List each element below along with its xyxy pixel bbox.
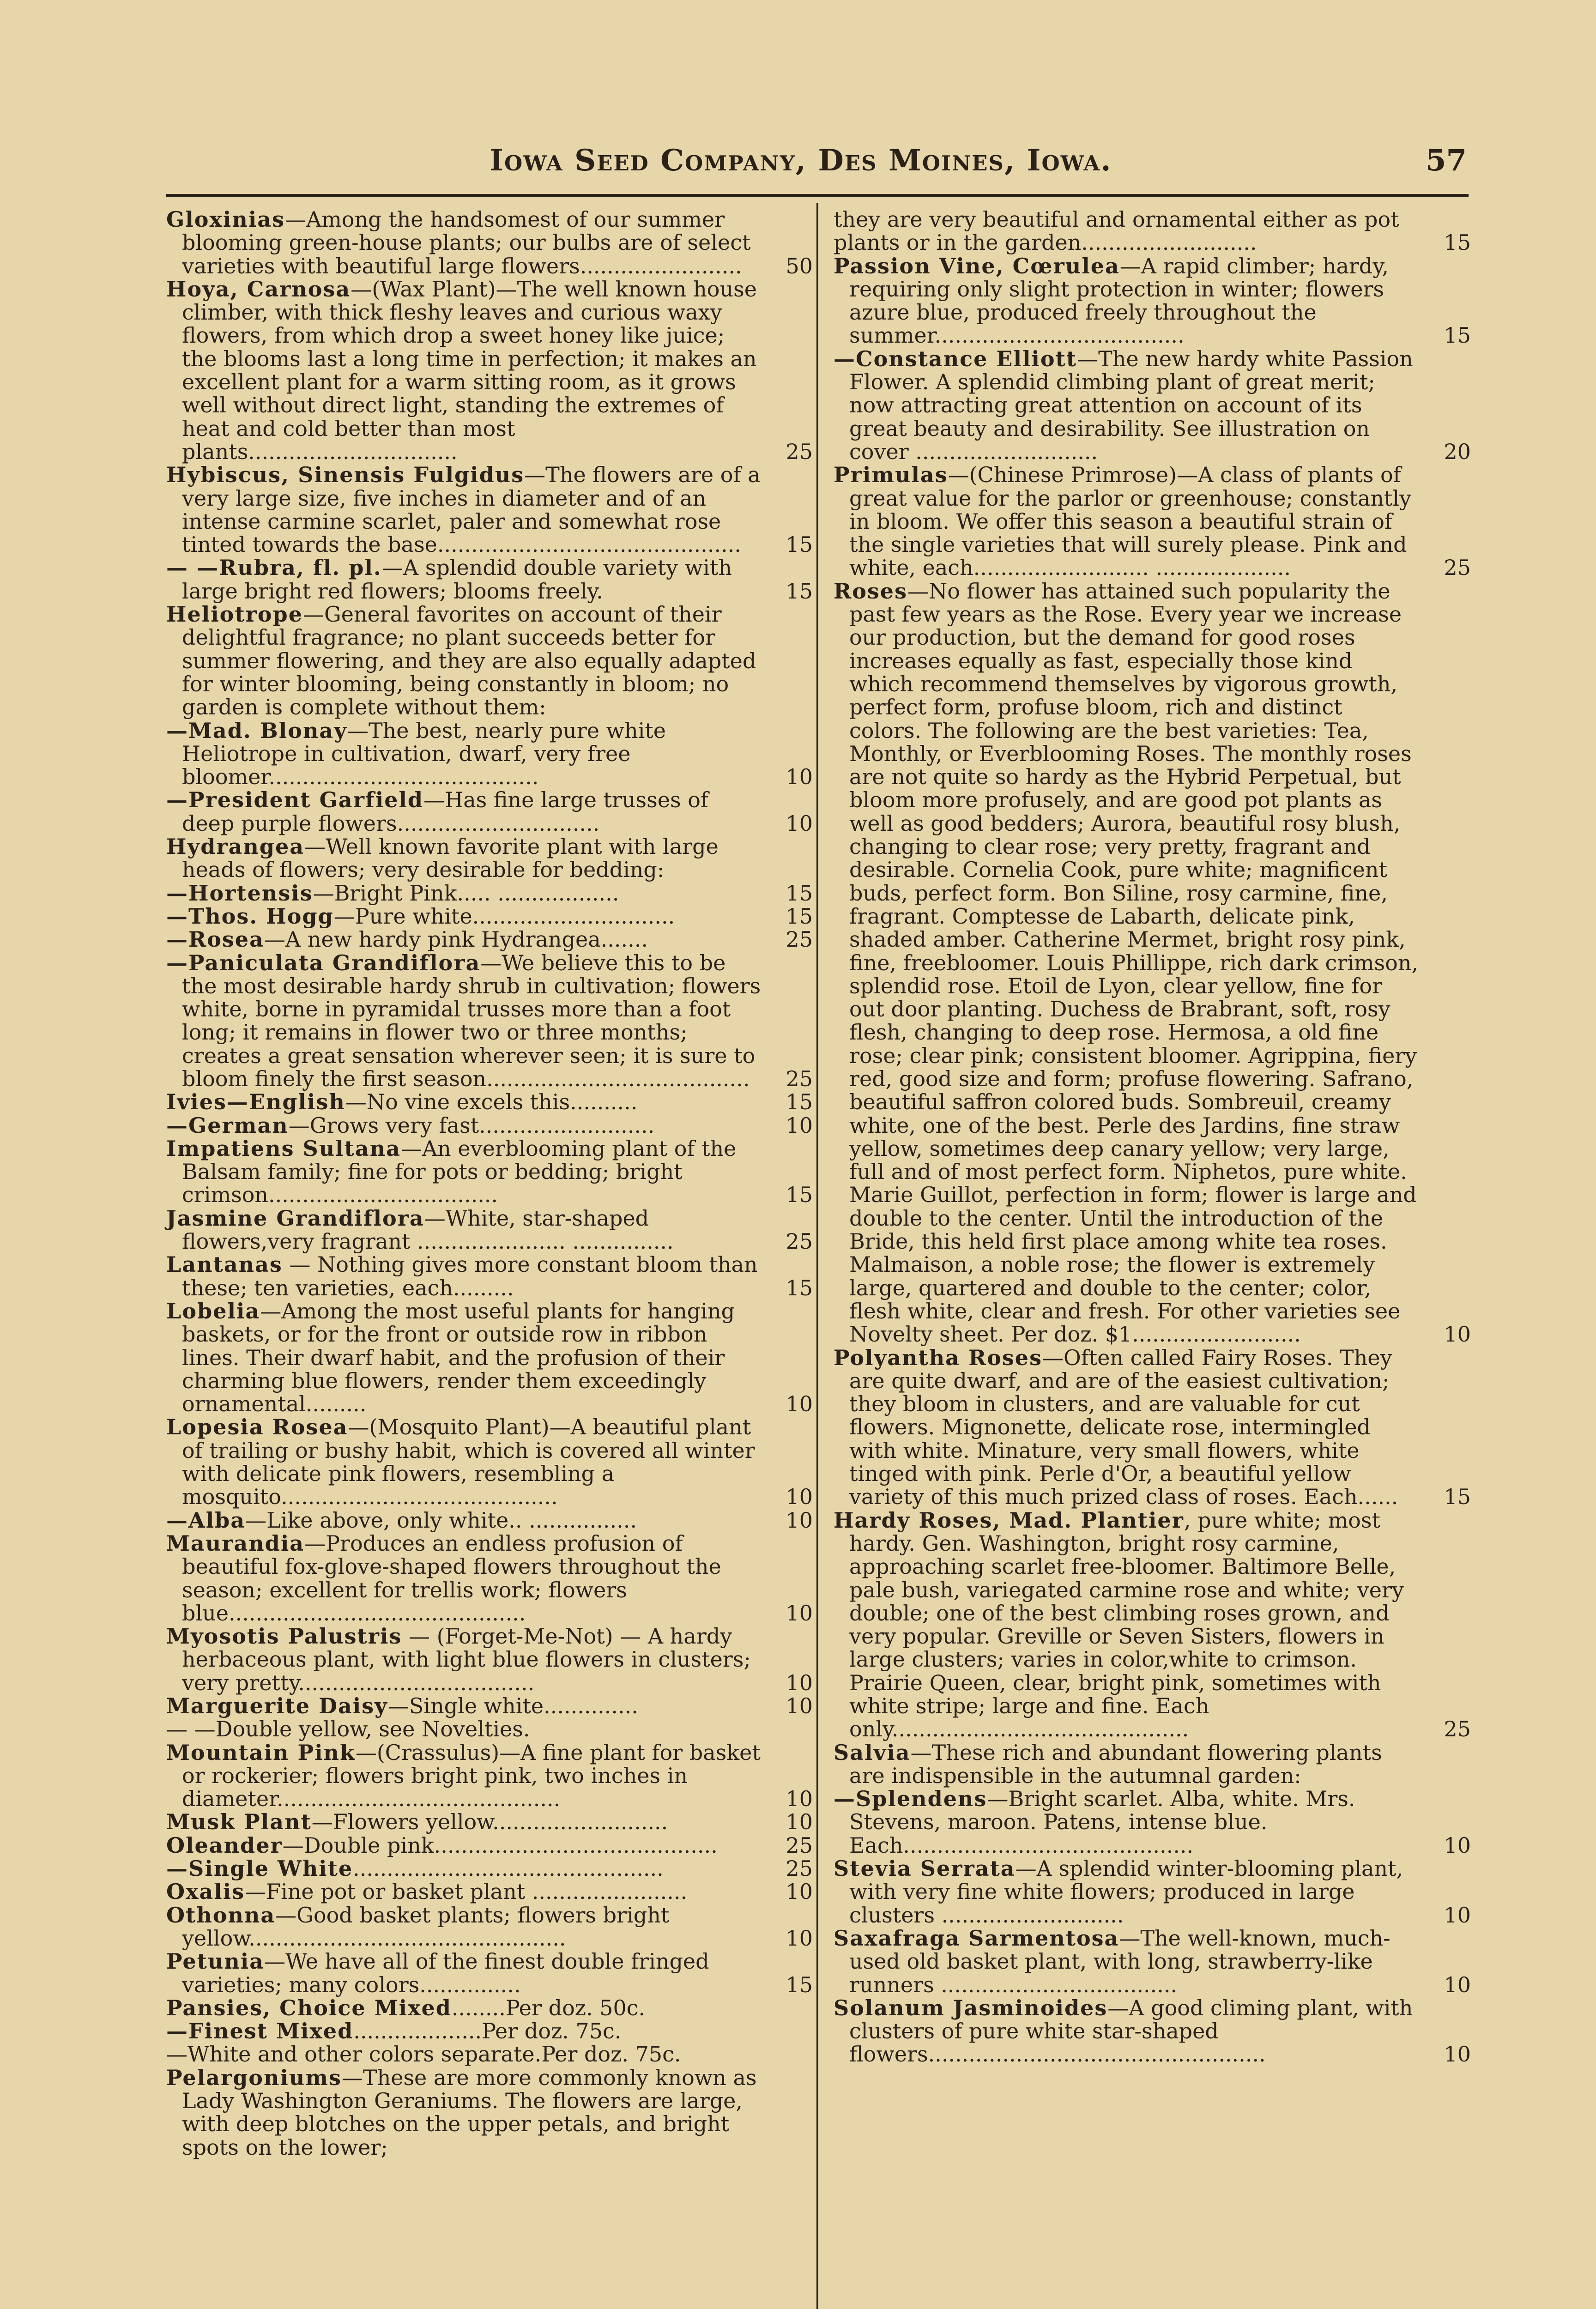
entry-name: —Paniculata Grandiflora bbox=[166, 950, 481, 975]
entry-name: —Splendens bbox=[834, 1786, 987, 1812]
entry-price: 10 bbox=[786, 1786, 813, 1812]
entry-price: 10 bbox=[786, 1600, 813, 1626]
entry-name: Heliotrope bbox=[166, 602, 303, 627]
entry-price: 10 bbox=[786, 1925, 813, 1951]
entry-text: —Flowers yellow.......................... bbox=[311, 1809, 668, 1835]
entry-name: Lantanas bbox=[166, 1252, 283, 1277]
catalog-entry bbox=[834, 1741, 1471, 1788]
entry-text: —(Chinese Primrose)—A class of plants of great value for the parlor or greenhouse; constantly in bloom. We offer this season a beautiful strain of the single varieties that will surely please. Pink and white, each.......................... .................... bbox=[849, 462, 1412, 580]
entry-text: —We have all of the finest double fringed varieties; many colors............... bbox=[182, 1949, 709, 1997]
entry-name: —Constance Elliott bbox=[834, 346, 1077, 371]
entry-price: 10 bbox=[786, 810, 813, 836]
entry-name: Lobelia bbox=[166, 1298, 260, 1324]
entry-text: ...................Per doz. 75c. bbox=[353, 2019, 622, 2044]
entry-text: —A good climing plant, with clusters of pure white star-shaped flowers.................................................. bbox=[849, 1995, 1413, 2067]
entry-text: —The best, nearly pure white Heliotrope in cultivation, dwarf, very free bloomer........................................ bbox=[182, 718, 666, 790]
entry-price: 15 bbox=[786, 1089, 813, 1115]
entry-text: —These rich and abundant flowering plants are indispensible in the autumnal garden: bbox=[849, 1740, 1382, 1788]
entry-price: 15 bbox=[1444, 1484, 1471, 1510]
entry-price: 15 bbox=[786, 578, 813, 604]
entry-text: —Good basket plants; flowers bright yellow............................................... bbox=[182, 1902, 670, 1951]
entry-text: ........Per doz. 50c. bbox=[451, 1995, 646, 2020]
column-divider bbox=[816, 203, 818, 2309]
catalog-entry bbox=[166, 928, 813, 951]
catalog-entry bbox=[834, 347, 1471, 463]
entry-text: —Among the handsomest of our summer blooming green-house plants; our bulbs are of select varieties with beautiful large flowers........................ bbox=[182, 207, 751, 278]
entry-price: 25 bbox=[1444, 555, 1471, 580]
entry-text: —Fine pot or basket plant ....................... bbox=[245, 1879, 688, 1904]
entry-text: —The new hardy white Passion Flower. A splendid climbing plant of great merit; now attracting great attention on account of its great beauty and desirability. See illustration on cover ........................... bbox=[849, 346, 1413, 464]
catalog-entry bbox=[166, 719, 813, 789]
entry-text: —Like above, only white.. ................ bbox=[245, 1507, 637, 1533]
entry-name: —Alba bbox=[166, 1507, 246, 1533]
catalog-entry bbox=[166, 1880, 813, 1903]
catalog-entry bbox=[166, 1904, 813, 1950]
entry-name: Polyantha Roses bbox=[834, 1345, 1042, 1370]
entry-text: —These are more commonly known as Lady Washington Geraniums. The flowers are large, with deep blotches on the upper petals, and bright spots on the lower; bbox=[182, 2065, 757, 2160]
entry-name: Petunia bbox=[166, 1949, 265, 1974]
catalog-entry bbox=[834, 1927, 1471, 1996]
catalog-entry bbox=[166, 1857, 813, 1880]
page-number: 57 bbox=[1425, 143, 1467, 178]
catalog-entry bbox=[166, 1253, 813, 1300]
entry-price: 10 bbox=[1444, 1832, 1471, 1858]
catalog-entry bbox=[166, 788, 813, 835]
entry-price: 10 bbox=[1444, 1322, 1471, 1347]
catalog-entry bbox=[166, 1810, 813, 1833]
catalog-entry bbox=[166, 1950, 813, 1996]
catalog-entry bbox=[166, 1694, 813, 1717]
entry-name: Mountain Pink bbox=[166, 1740, 356, 1765]
entry-text: —No flower has attained such popularity the past few years as the Rose. Every year we increase our production, but the demand for good roses increases equally as fast, especially those kind which recommend themselves by vigorous growth, perfect form, profuse bloom, rich and distinct colors. The following are the best varieties: Tea, Monthly, or Everblooming Roses. The monthly roses are not quite so hardy as the Hybrid Perpetual, but bloom more profusely, and are good pot plants as well as good bedders; Aurora, beautiful rosy blush, changing to clear rose; very pretty, fragrant and desirable. Cornelia Cook, pure white; magnificent buds, perfect form. Bon Siline, rosy carmine, fine, fragrant. Comptesse de Labarth, delicate pink, shaded amber. Catherine Mermet, bright rosy pink, fine, freebloomer. Louis Phillippe, rich dark crimson, splendid rose. Etoil de Lyon, clear yellow, fine for out door planting. Duchess de Brabrant, soft, rosy flesh, changing to deep rose. Hermosa, a old fine rose; clear pink; consistent bloomer. Agrippina, fiery red, good size and form; profuse flowering. Safrano, beautiful saffron colored buds. Sombreuil, creamy white, one of the best. Perle des Jardins, fine straw yellow, sometimes deep canary yellow; very large, full and of most perfect form. Niphetos, pure white. Marie Guillot, perfection in form; flower is large and double to the center. Until the introduction of the Bride, this held first place among white tea roses. Malmaison, a noble rose; the flower is extremely large, quartered and double to the center; color, flesh white, clear and fresh. For other varieties see Novelty sheet. Per doz. $1......................... bbox=[849, 578, 1419, 1347]
catalog-entry bbox=[834, 1346, 1471, 1509]
header-rule bbox=[166, 194, 1469, 197]
catalog-entry bbox=[834, 1996, 1471, 2066]
entry-price: 10 bbox=[786, 1879, 813, 1904]
entry-name: Impatiens Sultana bbox=[166, 1136, 401, 1161]
entry-price: 50 bbox=[786, 253, 813, 278]
entry-text: —Has fine large trusses of deep purple flowers.............................. bbox=[182, 787, 708, 836]
entry-name: Hydrangea bbox=[166, 834, 305, 859]
entry-name: Hoya, Carnosa bbox=[166, 276, 351, 302]
entry-text: —White and other colors separate.Per doz. 75c. bbox=[166, 2042, 681, 2067]
entry-text: —Well known favorite plant with large heads of flowers; very desirable for bedding: bbox=[182, 834, 719, 882]
catalog-entry bbox=[166, 905, 813, 928]
entry-name: Hardy Roses, Mad. Plantier bbox=[834, 1507, 1184, 1533]
entry-text: —A splendid double variety with large bright red flowers; blooms freely. bbox=[182, 555, 732, 604]
catalog-entry bbox=[166, 951, 813, 1091]
entry-price: 10 bbox=[786, 1484, 813, 1510]
entry-name: — —Rubra, fl. pl. bbox=[166, 555, 382, 580]
catalog-entry bbox=[834, 254, 1471, 347]
catalog-entry bbox=[166, 1834, 813, 1857]
entry-name: —Rosea bbox=[166, 927, 264, 952]
entry-text: —The flowers are of a very large size, five inches in diameter and of an intense carmine scarlet, paler and somewhat rose tinted towards the base............................................. bbox=[182, 462, 761, 557]
entry-name: Salvia bbox=[834, 1740, 911, 1765]
entry-price: 25 bbox=[786, 1856, 813, 1881]
right-column bbox=[834, 208, 1471, 2066]
entry-price: 25 bbox=[1444, 1717, 1471, 1742]
catalog-entry bbox=[166, 1300, 813, 1415]
entry-text: .............................................. bbox=[353, 1856, 664, 1881]
entry-price: 10 bbox=[786, 1693, 813, 1718]
entry-text: —(Crassulus)—A fine plant for basket or rockerier; flowers bright pink, two inches in diameter.......................................... bbox=[182, 1740, 761, 1812]
entry-name: Othonna bbox=[166, 1902, 276, 1928]
entry-name: —Hortensis bbox=[166, 880, 313, 906]
entry-text: they are very beautiful and ornamental either as pot plants or in the garden.......................... bbox=[834, 207, 1399, 255]
catalog-entry bbox=[166, 1996, 813, 2019]
entry-price: 15 bbox=[1444, 323, 1471, 348]
catalog-entry bbox=[166, 278, 813, 463]
catalog-entry bbox=[166, 2066, 813, 2159]
catalog-entry bbox=[166, 1532, 813, 1625]
entry-price: 10 bbox=[786, 1507, 813, 1533]
entry-text: —No vine excels this.......... bbox=[345, 1089, 638, 1115]
entry-name: Musk Plant bbox=[166, 1809, 312, 1835]
catalog-entry bbox=[166, 835, 813, 882]
entry-text: —A rapid climber; hardy, requiring only slight protection in winter; flowers azure blue, produced freely throughout the summer..................................... bbox=[849, 253, 1389, 348]
entry-price: 10 bbox=[786, 764, 813, 790]
entry-name: Ivies—English bbox=[166, 1089, 345, 1115]
entry-price: 10 bbox=[1444, 2042, 1471, 2067]
entry-name: Jasmine Grandiflora bbox=[166, 1205, 424, 1231]
entry-name: Myosotis Palustris bbox=[166, 1624, 402, 1649]
entry-name: Hybiscus, Sinensis Fulgidus bbox=[166, 462, 525, 488]
entry-price: 15 bbox=[1444, 230, 1471, 255]
entry-name: Primulas bbox=[834, 462, 948, 488]
entry-text: , pure white; most hardy. Gen. Washington, bright rosy carmine, approaching scarlet free-bloomer. Baltimore Belle, pale bush, variegated carmine rose and white; very double; one of the best climbing roses grown, and very popular. Greville or Seven Sisters, flowers in large clusters; varies in color,white to crimson. Prairie Queen, clear, bright pink, sometimes with white stripe; large and fine. Each only............................................ bbox=[849, 1507, 1404, 1742]
catalog-entry bbox=[166, 1625, 813, 1694]
entry-name: Marguerite Daisy bbox=[166, 1693, 388, 1718]
entry-name: Passion Vine, Cœrulea bbox=[834, 253, 1120, 278]
entry-price: 10 bbox=[1444, 1972, 1471, 1997]
entry-price: 25 bbox=[786, 1832, 813, 1858]
entry-price: 25 bbox=[786, 1066, 813, 1091]
entry-price: 15 bbox=[786, 1972, 813, 1997]
entry-text: —Grows very fast.......................... bbox=[288, 1112, 655, 1138]
catalog-entry bbox=[166, 556, 813, 603]
entry-price: 10 bbox=[1444, 1902, 1471, 1928]
entry-text: —Double pink.......................................... bbox=[282, 1832, 718, 1858]
entry-text: —White, star-shaped flowers,very fragrant ...................... ............... bbox=[182, 1205, 674, 1254]
entry-text: —An everblooming plant of the Balsam family; fine for pots or bedding; bright crimson.................................. bbox=[182, 1136, 737, 1208]
entry-name: —Finest Mixed bbox=[166, 2019, 354, 2044]
entry-text: —(Mosquito Plant)—A beautiful plant of trailing or bushy habit, which is covered all winter with delicate pink flowers, resembling a mosquito......................................... bbox=[182, 1414, 755, 1510]
entry-name: Maurandia bbox=[166, 1530, 305, 1556]
entry-text: —We believe this to be the most desirable hardy shrub in cultivation; flowers white, borne in pyramidal trusses more than a foot long; it remains in flower two or three months; creates a great sensation wherever seen; it is sure to bloom finely the first season....................................... bbox=[182, 950, 761, 1091]
catalog-entry bbox=[166, 1090, 813, 1113]
entry-price: 20 bbox=[1444, 439, 1471, 464]
running-head: Iowa Seed Company, Des Moines, Iowa. bbox=[490, 143, 1112, 178]
catalog-entry bbox=[834, 580, 1471, 1346]
entry-name: Solanum Jasminoides bbox=[834, 1995, 1108, 2020]
catalog-entry bbox=[166, 1137, 813, 1207]
entry-text: —A new hardy pink Hydrangea....... bbox=[264, 927, 648, 952]
entry-text: —The well-known, much-used old basket plant, with long, strawberry-like runners ................................... bbox=[849, 1925, 1390, 1997]
entry-price: 10 bbox=[786, 1670, 813, 1695]
entry-price: 10 bbox=[786, 1112, 813, 1138]
catalog-entry bbox=[166, 1509, 813, 1532]
entry-price: 15 bbox=[786, 880, 813, 906]
entry-name: —Single White bbox=[166, 1856, 353, 1881]
entry-name: Pansies, Choice Mixed bbox=[166, 1995, 452, 2020]
catalog-entry bbox=[166, 603, 813, 719]
entry-name: Oleander bbox=[166, 1832, 283, 1858]
catalog-entry bbox=[166, 1741, 813, 1811]
entry-text: —Among the most useful plants for hanging baskets, or for the front or outside row in ribbon lines. Their dwarf habit, and the profusion of their charming blue flowers, render them exceedingly ornamental......... bbox=[182, 1298, 735, 1417]
entry-text: —Bright scarlet. Alba, white. Mrs. Stevens, maroon. Patens, intense blue. Each........................................... bbox=[849, 1786, 1355, 1858]
catalog-entry bbox=[834, 1857, 1471, 1927]
catalog-entry bbox=[166, 1717, 813, 1741]
catalog-entry bbox=[166, 1207, 813, 1253]
catalog-entry bbox=[834, 463, 1471, 579]
entry-price: 25 bbox=[786, 1229, 813, 1254]
entry-name: Oxalis bbox=[166, 1879, 245, 1904]
entry-text: —Single white.............. bbox=[387, 1693, 638, 1718]
catalog-entry bbox=[834, 1509, 1471, 1741]
entry-text: —Pure white.............................. bbox=[333, 903, 675, 929]
catalog-entry bbox=[834, 208, 1471, 254]
entry-text: —Bright Pink..... .................. bbox=[313, 880, 619, 906]
entry-text: — Nothing gives more constant bloom than these; ten varieties, each......... bbox=[182, 1252, 758, 1300]
catalog-entry bbox=[834, 1787, 1471, 1857]
entry-name: —German bbox=[166, 1112, 289, 1138]
catalog-entry bbox=[166, 208, 813, 278]
entry-price: 15 bbox=[786, 1182, 813, 1208]
catalog-entry bbox=[166, 1114, 813, 1137]
entry-text: —Often called Fairy Roses. They are quite dwarf, and are of the easiest cultivation; they bloom in clusters, and are valuable for cut flowers. Mignonette, delicate rose, intermingled with white. Minature, very small flowers, white tinged with pink. Perle d'Or, a beautiful yellow variety of this much prized class of roses. Each...... bbox=[849, 1345, 1398, 1510]
entry-price: 10 bbox=[786, 1391, 813, 1417]
entry-price: 25 bbox=[786, 927, 813, 952]
catalog-entry bbox=[166, 2019, 813, 2043]
entry-name: —Mad. Blonay bbox=[166, 718, 347, 743]
catalog-entry bbox=[166, 463, 813, 556]
page-header bbox=[166, 139, 1476, 189]
entry-name: Lopesia Rosea bbox=[166, 1414, 348, 1440]
entry-price: 10 bbox=[786, 1809, 813, 1835]
entry-name: —Thos. Hogg bbox=[166, 903, 334, 929]
entry-text: —A splendid winter-blooming plant, with very fine white flowers; produced in large clusters ........................... bbox=[849, 1856, 1403, 1928]
entry-text: —(Wax Plant)—The well known house climber, with thick fleshy leaves and curious waxy flowers, from which drop a sweet honey like juice; the blooms last a long time in perfection; it makes an excellent plant for a warm sitting room, as it grows well without direct light, standing the extremes of heat and cold better than most plants............................... bbox=[182, 276, 757, 464]
entry-name: Stevia Serrata bbox=[834, 1856, 1016, 1881]
entry-price: 15 bbox=[786, 903, 813, 929]
entry-text: —Produces an endless profusion of beautiful fox-glove-shaped flowers throughout the season; excellent for trellis work; flowers blue............................................ bbox=[182, 1530, 721, 1626]
entry-price: 25 bbox=[786, 439, 813, 464]
left-column bbox=[166, 208, 813, 2159]
entry-price: 15 bbox=[786, 1275, 813, 1300]
entry-text: — (Forget-Me-Not) — A hardy herbaceous plant, with light blue flowers in clusters; very pretty................................... bbox=[182, 1624, 751, 1695]
catalog-entry bbox=[166, 1415, 813, 1508]
entry-text: —General favorites on account of their delightful fragrance; no plant succeeds better for summer flowering, and they are also equally adapted for winter blooming, being constantly in bloom; no garden is complete without them: bbox=[182, 602, 756, 720]
entry-text: — —Double yellow, see Novelties. bbox=[166, 1717, 530, 1742]
catalog-entry bbox=[166, 2043, 813, 2066]
entry-price: 15 bbox=[786, 532, 813, 557]
entry-name: —President Garfield bbox=[166, 787, 424, 813]
catalog-entry bbox=[166, 882, 813, 905]
entry-name: Saxafraga Sarmentosa bbox=[834, 1925, 1119, 1951]
entry-name: Gloxinias bbox=[166, 207, 285, 232]
entry-name: Roses bbox=[834, 578, 907, 604]
entry-name: Pelargoniums bbox=[166, 2065, 342, 2090]
